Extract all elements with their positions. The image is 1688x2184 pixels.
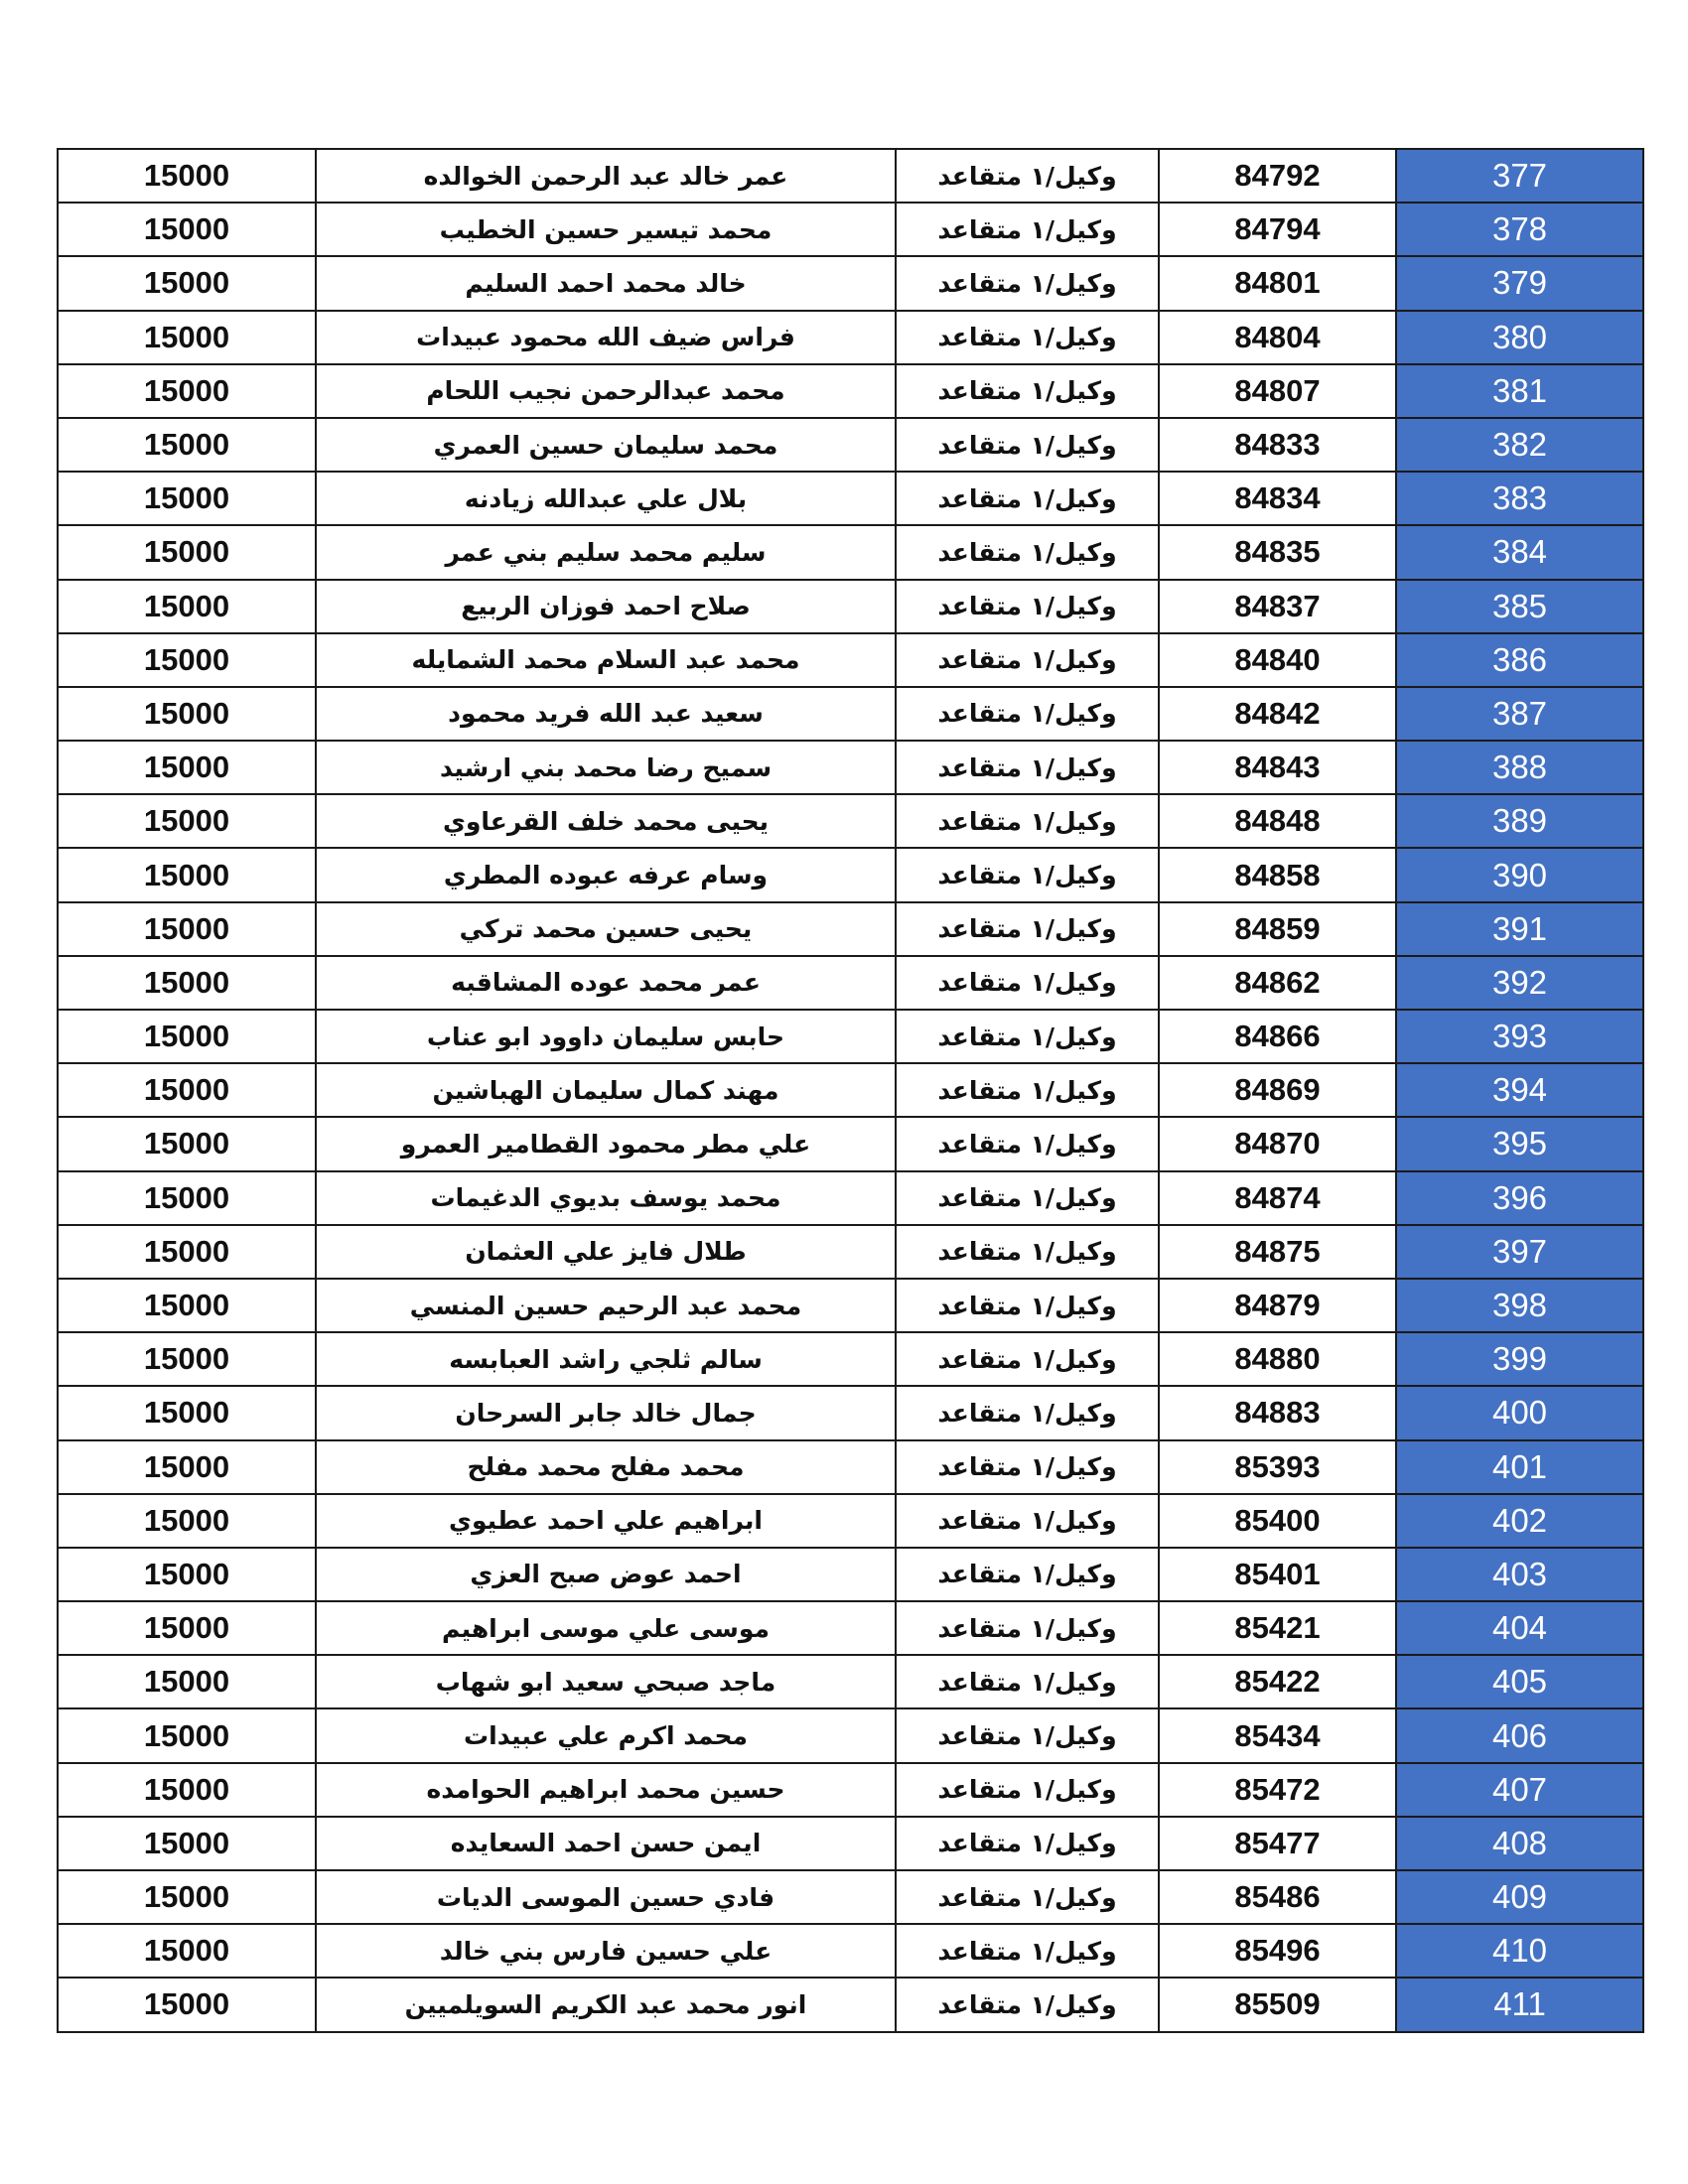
name-cell: ابراهيم علي احمد عطيوي [316, 1494, 896, 1548]
name-cell: طلال فايز علي العثمان [316, 1225, 896, 1279]
military-number-cell: 85472 [1159, 1763, 1396, 1817]
amount-cell: 15000 [58, 1763, 316, 1817]
table-row [58, 1870, 1643, 1924]
name-cell: محمد عبد السلام محمد الشمايله [316, 633, 896, 687]
table-row [58, 256, 1643, 310]
sequence-number-cell: 386 [1396, 633, 1643, 687]
sequence-number-cell: 411 [1396, 1978, 1643, 2031]
sequence-number-cell: 391 [1396, 902, 1643, 956]
roster-table-body [58, 149, 1643, 2032]
name-cell: وسام عرفه عبوده المطري [316, 848, 896, 901]
military-number-cell: 84874 [1159, 1171, 1396, 1225]
rank-status-cell: وكيل/١ متقاعد [896, 580, 1159, 633]
sequence-number-cell: 378 [1396, 203, 1643, 256]
sequence-number-cell: 394 [1396, 1063, 1643, 1117]
name-cell: جمال خالد جابر السرحان [316, 1386, 896, 1439]
amount-cell: 15000 [58, 1063, 316, 1117]
military-number-cell: 84875 [1159, 1225, 1396, 1279]
name-cell: عمر خالد عبد الرحمن الخوالده [316, 149, 896, 203]
name-cell: ماجد صبحي سعيد ابو شهاب [316, 1655, 896, 1708]
table-row [58, 1440, 1643, 1494]
document-page [57, 148, 1638, 2033]
table-row [58, 1708, 1643, 1762]
table-row [58, 1978, 1643, 2031]
sequence-number-cell: 377 [1396, 149, 1643, 203]
rank-status-cell: وكيل/١ متقاعد [896, 1171, 1159, 1225]
sequence-number-cell: 387 [1396, 687, 1643, 741]
sequence-number-cell: 407 [1396, 1763, 1643, 1817]
rank-status-cell: وكيل/١ متقاعد [896, 848, 1159, 901]
amount-cell: 15000 [58, 848, 316, 901]
sequence-number-cell: 382 [1396, 418, 1643, 472]
rank-status-cell: وكيل/١ متقاعد [896, 1440, 1159, 1494]
table-row [58, 580, 1643, 633]
amount-cell: 15000 [58, 687, 316, 741]
sequence-number-cell: 398 [1396, 1279, 1643, 1332]
amount-cell: 15000 [58, 1708, 316, 1762]
sequence-number-cell: 404 [1396, 1601, 1643, 1655]
amount-cell: 15000 [58, 1171, 316, 1225]
sequence-number-cell: 409 [1396, 1870, 1643, 1924]
table-row [58, 203, 1643, 256]
name-cell: مهند كمال سليمان الهباشين [316, 1063, 896, 1117]
name-cell: خالد محمد احمد السليم [316, 256, 896, 310]
amount-cell: 15000 [58, 364, 316, 418]
amount-cell: 15000 [58, 1548, 316, 1601]
rank-status-cell: وكيل/١ متقاعد [896, 472, 1159, 525]
rank-status-cell: وكيل/١ متقاعد [896, 1063, 1159, 1117]
sequence-number-cell: 395 [1396, 1117, 1643, 1170]
name-cell: محمد تيسير حسين الخطيب [316, 203, 896, 256]
amount-cell: 15000 [58, 1924, 316, 1978]
sequence-number-cell: 400 [1396, 1386, 1643, 1439]
table-row [58, 687, 1643, 741]
name-cell: فراس ضيف الله محمود عبيدات [316, 311, 896, 364]
military-number-cell: 84870 [1159, 1117, 1396, 1170]
sequence-number-cell: 396 [1396, 1171, 1643, 1225]
rank-status-cell: وكيل/١ متقاعد [896, 203, 1159, 256]
sequence-number-cell: 408 [1396, 1817, 1643, 1870]
military-number-cell: 84879 [1159, 1279, 1396, 1332]
amount-cell: 15000 [58, 580, 316, 633]
name-cell: يحيى محمد خلف القرعاوي [316, 794, 896, 848]
name-cell: فادي حسين الموسى الديات [316, 1870, 896, 1924]
military-number-cell: 85400 [1159, 1494, 1396, 1548]
table-row [58, 1117, 1643, 1170]
military-number-cell: 85422 [1159, 1655, 1396, 1708]
name-cell: سعيد عبد الله فريد محمود [316, 687, 896, 741]
amount-cell: 15000 [58, 418, 316, 472]
amount-cell: 15000 [58, 1494, 316, 1548]
rank-status-cell: وكيل/١ متقاعد [896, 1978, 1159, 2031]
military-number-cell: 84866 [1159, 1010, 1396, 1063]
rank-status-cell: وكيل/١ متقاعد [896, 1763, 1159, 1817]
amount-cell: 15000 [58, 741, 316, 794]
military-number-cell: 84801 [1159, 256, 1396, 310]
name-cell: محمد سليمان حسين العمري [316, 418, 896, 472]
sequence-number-cell: 390 [1396, 848, 1643, 901]
amount-cell: 15000 [58, 1817, 316, 1870]
sequence-number-cell: 389 [1396, 794, 1643, 848]
military-number-cell: 84834 [1159, 472, 1396, 525]
amount-cell: 15000 [58, 203, 316, 256]
rank-status-cell: وكيل/١ متقاعد [896, 1225, 1159, 1279]
table-row [58, 149, 1643, 203]
table-row [58, 1171, 1643, 1225]
rank-status-cell: وكيل/١ متقاعد [896, 149, 1159, 203]
name-cell: علي حسين فارس بني خالد [316, 1924, 896, 1978]
name-cell: محمد عبدالرحمن نجيب اللحام [316, 364, 896, 418]
military-number-cell: 85486 [1159, 1870, 1396, 1924]
name-cell: عمر محمد عوده المشاقبه [316, 956, 896, 1010]
rank-status-cell: وكيل/١ متقاعد [896, 364, 1159, 418]
rank-status-cell: وكيل/١ متقاعد [896, 1601, 1159, 1655]
military-number-cell: 84848 [1159, 794, 1396, 848]
rank-status-cell: وكيل/١ متقاعد [896, 1117, 1159, 1170]
table-row [58, 848, 1643, 901]
military-number-cell: 85509 [1159, 1978, 1396, 2031]
name-cell: ايمن حسن احمد السعايده [316, 1817, 896, 1870]
sequence-number-cell: 392 [1396, 956, 1643, 1010]
table-row [58, 956, 1643, 1010]
sequence-number-cell: 405 [1396, 1655, 1643, 1708]
table-row [58, 741, 1643, 794]
table-row [58, 364, 1643, 418]
amount-cell: 15000 [58, 256, 316, 310]
name-cell: محمد اكرم علي عبيدات [316, 1708, 896, 1762]
table-row [58, 1494, 1643, 1548]
name-cell: حابس سليمان داوود ابو عناب [316, 1010, 896, 1063]
military-number-cell: 84835 [1159, 525, 1396, 579]
table-row [58, 525, 1643, 579]
name-cell: حسين محمد ابراهيم الحوامده [316, 1763, 896, 1817]
rank-status-cell: وكيل/١ متقاعد [896, 956, 1159, 1010]
amount-cell: 15000 [58, 311, 316, 364]
sequence-number-cell: 406 [1396, 1708, 1643, 1762]
name-cell: صلاح احمد فوزان الربيع [316, 580, 896, 633]
name-cell: يحيى حسين محمد تركي [316, 902, 896, 956]
military-number-cell: 84792 [1159, 149, 1396, 203]
amount-cell: 15000 [58, 472, 316, 525]
amount-cell: 15000 [58, 1440, 316, 1494]
military-number-cell: 84858 [1159, 848, 1396, 901]
military-number-cell: 84837 [1159, 580, 1396, 633]
military-number-cell: 84869 [1159, 1063, 1396, 1117]
sequence-number-cell: 384 [1396, 525, 1643, 579]
rank-status-cell: وكيل/١ متقاعد [896, 525, 1159, 579]
military-number-cell: 85401 [1159, 1548, 1396, 1601]
sequence-number-cell: 388 [1396, 741, 1643, 794]
military-number-cell: 84843 [1159, 741, 1396, 794]
sequence-number-cell: 383 [1396, 472, 1643, 525]
military-number-cell: 84807 [1159, 364, 1396, 418]
table-row [58, 1279, 1643, 1332]
name-cell: احمد عوض صبح العزي [316, 1548, 896, 1601]
table-row [58, 1817, 1643, 1870]
sequence-number-cell: 410 [1396, 1924, 1643, 1978]
amount-cell: 15000 [58, 525, 316, 579]
name-cell: موسى علي موسى ابراهيم [316, 1601, 896, 1655]
table-row [58, 794, 1643, 848]
name-cell: بلال علي عبدالله زيادنه [316, 472, 896, 525]
table-row [58, 1386, 1643, 1439]
sequence-number-cell: 403 [1396, 1548, 1643, 1601]
amount-cell: 15000 [58, 1279, 316, 1332]
sequence-number-cell: 379 [1396, 256, 1643, 310]
sequence-number-cell: 385 [1396, 580, 1643, 633]
amount-cell: 15000 [58, 1010, 316, 1063]
table-row [58, 902, 1643, 956]
table-row [58, 1063, 1643, 1117]
roster-table [57, 148, 1644, 2033]
military-number-cell: 84880 [1159, 1332, 1396, 1386]
amount-cell: 15000 [58, 633, 316, 687]
amount-cell: 15000 [58, 902, 316, 956]
rank-status-cell: وكيل/١ متقاعد [896, 794, 1159, 848]
rank-status-cell: وكيل/١ متقاعد [896, 1817, 1159, 1870]
rank-status-cell: وكيل/١ متقاعد [896, 1548, 1159, 1601]
name-cell: انور محمد عبد الكريم السويلميين [316, 1978, 896, 2031]
table-row [58, 633, 1643, 687]
rank-status-cell: وكيل/١ متقاعد [896, 256, 1159, 310]
military-number-cell: 85496 [1159, 1924, 1396, 1978]
table-row [58, 1655, 1643, 1708]
sequence-number-cell: 402 [1396, 1494, 1643, 1548]
military-number-cell: 84840 [1159, 633, 1396, 687]
sequence-number-cell: 393 [1396, 1010, 1643, 1063]
rank-status-cell: وكيل/١ متقاعد [896, 311, 1159, 364]
military-number-cell: 85393 [1159, 1440, 1396, 1494]
amount-cell: 15000 [58, 149, 316, 203]
amount-cell: 15000 [58, 1225, 316, 1279]
rank-status-cell: وكيل/١ متقاعد [896, 902, 1159, 956]
rank-status-cell: وكيل/١ متقاعد [896, 1924, 1159, 1978]
rank-status-cell: وكيل/١ متقاعد [896, 633, 1159, 687]
table-row [58, 1924, 1643, 1978]
rank-status-cell: وكيل/١ متقاعد [896, 741, 1159, 794]
table-row [58, 1010, 1643, 1063]
military-number-cell: 84862 [1159, 956, 1396, 1010]
amount-cell: 15000 [58, 1332, 316, 1386]
name-cell: محمد يوسف بديوي الدغيمات [316, 1171, 896, 1225]
name-cell: علي مطر محمود القطامير العمرو [316, 1117, 896, 1170]
table-row [58, 472, 1643, 525]
military-number-cell: 84859 [1159, 902, 1396, 956]
sequence-number-cell: 399 [1396, 1332, 1643, 1386]
rank-status-cell: وكيل/١ متقاعد [896, 1332, 1159, 1386]
amount-cell: 15000 [58, 1655, 316, 1708]
amount-cell: 15000 [58, 1978, 316, 2031]
table-row [58, 418, 1643, 472]
military-number-cell: 84804 [1159, 311, 1396, 364]
sequence-number-cell: 381 [1396, 364, 1643, 418]
table-row [58, 1601, 1643, 1655]
table-row [58, 1332, 1643, 1386]
rank-status-cell: وكيل/١ متقاعد [896, 1870, 1159, 1924]
sequence-number-cell: 397 [1396, 1225, 1643, 1279]
military-number-cell: 84794 [1159, 203, 1396, 256]
rank-status-cell: وكيل/١ متقاعد [896, 1386, 1159, 1439]
amount-cell: 15000 [58, 1117, 316, 1170]
military-number-cell: 84833 [1159, 418, 1396, 472]
amount-cell: 15000 [58, 956, 316, 1010]
amount-cell: 15000 [58, 794, 316, 848]
table-row [58, 311, 1643, 364]
rank-status-cell: وكيل/١ متقاعد [896, 687, 1159, 741]
name-cell: محمد عبد الرحيم حسين المنسي [316, 1279, 896, 1332]
amount-cell: 15000 [58, 1870, 316, 1924]
military-number-cell: 85421 [1159, 1601, 1396, 1655]
military-number-cell: 84842 [1159, 687, 1396, 741]
name-cell: سميح رضا محمد بني ارشيد [316, 741, 896, 794]
military-number-cell: 84883 [1159, 1386, 1396, 1439]
military-number-cell: 85477 [1159, 1817, 1396, 1870]
amount-cell: 15000 [58, 1601, 316, 1655]
military-number-cell: 85434 [1159, 1708, 1396, 1762]
table-row [58, 1763, 1643, 1817]
table-row [58, 1548, 1643, 1601]
rank-status-cell: وكيل/١ متقاعد [896, 1655, 1159, 1708]
rank-status-cell: وكيل/١ متقاعد [896, 1010, 1159, 1063]
name-cell: سالم ثلجي راشد العبابسه [316, 1332, 896, 1386]
rank-status-cell: وكيل/١ متقاعد [896, 418, 1159, 472]
table-row [58, 1225, 1643, 1279]
name-cell: محمد مفلح محمد مفلح [316, 1440, 896, 1494]
rank-status-cell: وكيل/١ متقاعد [896, 1494, 1159, 1548]
name-cell: سليم محمد سليم بني عمر [316, 525, 896, 579]
amount-cell: 15000 [58, 1386, 316, 1439]
sequence-number-cell: 380 [1396, 311, 1643, 364]
sequence-number-cell: 401 [1396, 1440, 1643, 1494]
rank-status-cell: وكيل/١ متقاعد [896, 1279, 1159, 1332]
rank-status-cell: وكيل/١ متقاعد [896, 1708, 1159, 1762]
